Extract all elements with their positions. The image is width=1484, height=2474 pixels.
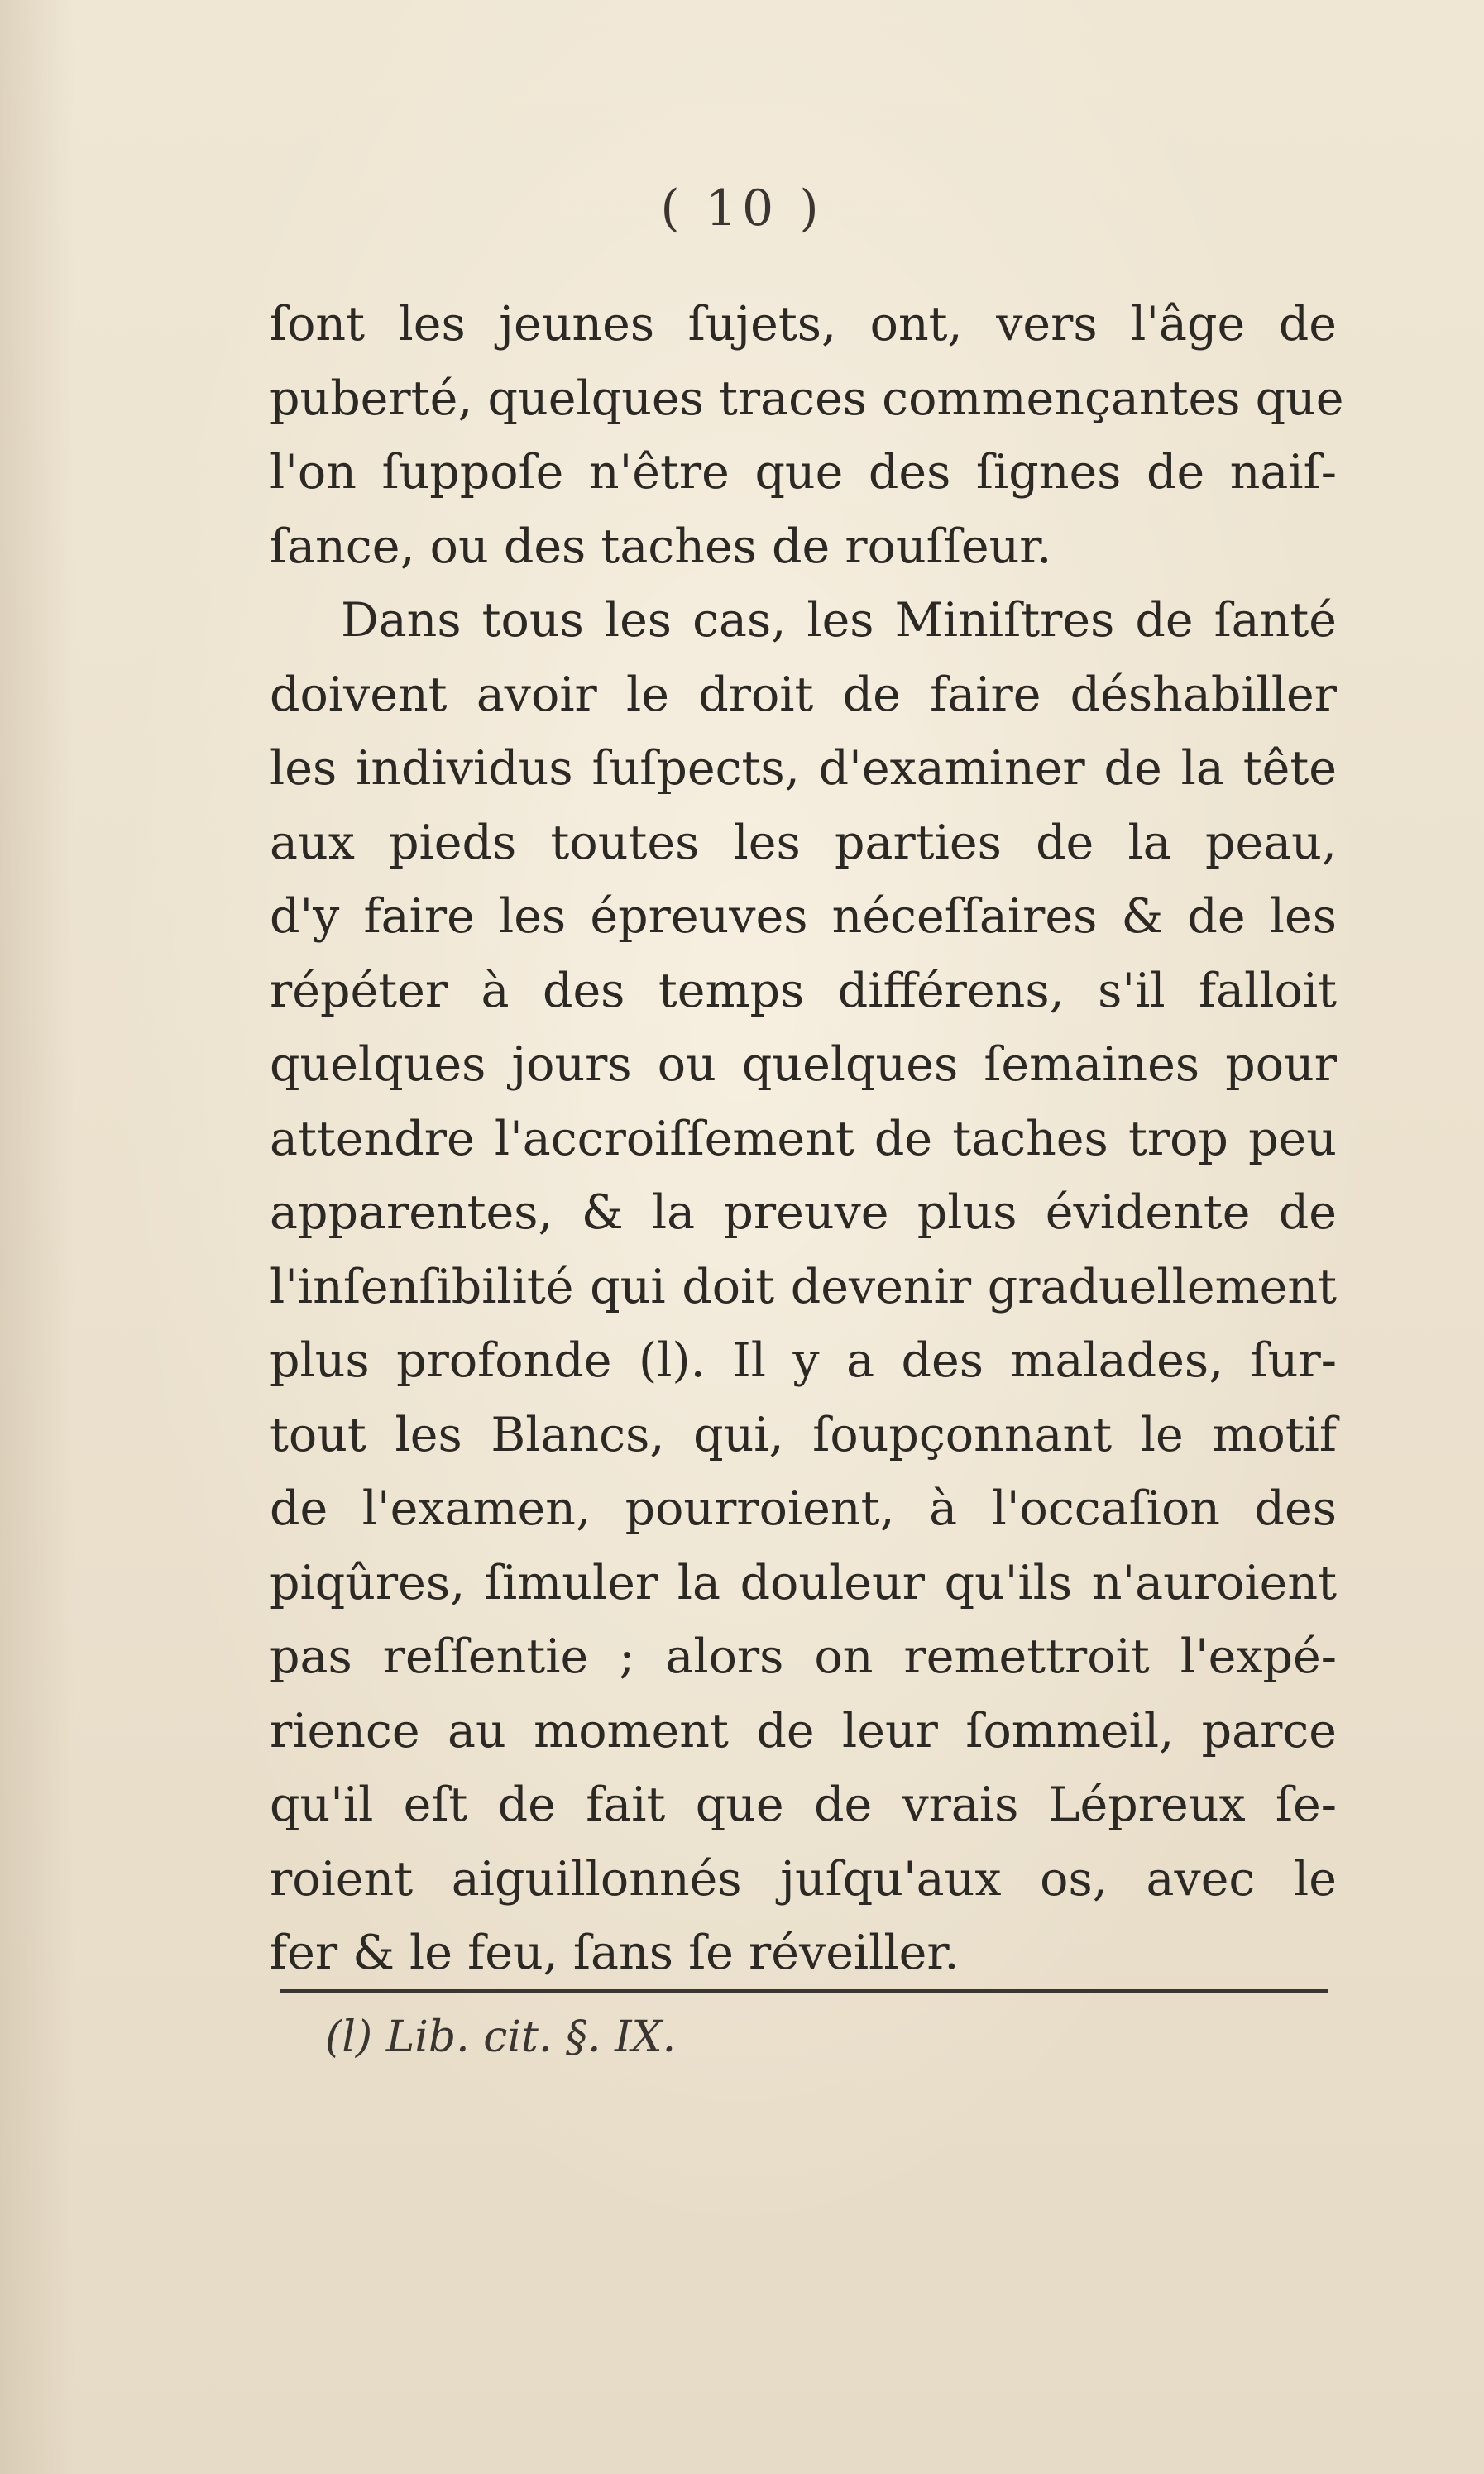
text-line: plus profonde (l). Il y a des malades, ſur- — [270, 1333, 1337, 1388]
text-line: tout les Blancs, qui, ſoupçonnant le motif — [270, 1407, 1337, 1462]
text-line: l'inſenſibilité qui doit devenir graduellement — [270, 1259, 1337, 1314]
text-line: piqûres, ſimuler la douleur qu'ils n'auroient — [270, 1555, 1337, 1610]
page-number: ( 10 ) — [660, 179, 824, 237]
text-line: d'y faire les épreuves néceſſaires & de les — [270, 889, 1337, 944]
text-line: répéter à des temps différens, s'il falloit — [270, 963, 1337, 1018]
body-text — [270, 288, 1344, 1991]
page-edge-shadow — [0, 0, 74, 2474]
text-line: quelques jours ou quelques ſemaines pour — [270, 1037, 1337, 1092]
text-line: les individus ſuſpects, d'examiner de la tête — [270, 741, 1337, 796]
text-line: apparentes, & la preuve plus évidente de — [270, 1185, 1337, 1240]
text-line: doivent avoir le droit de faire déshabiller — [270, 667, 1337, 722]
text-line: ſance, ou des taches de rouſſeur. — [270, 519, 1052, 574]
text-line: rience au moment de leur ſommeil, parce — [270, 1703, 1337, 1759]
footnote-divider — [280, 1989, 1328, 1993]
text-line: roient aiguillonnés juſqu'aux os, avec le — [270, 1851, 1337, 1907]
text-line: attendre l'accroiſſement de taches trop peu — [270, 1111, 1337, 1166]
text-line: de l'examen, pourroient, à l'occaſion des — [270, 1481, 1337, 1536]
text-line: l'on ſuppoſe n'être que des ſignes de naiſ- — [270, 445, 1337, 500]
text-line: fer & le feu, ſans ſe réveiller. — [270, 1926, 960, 1980]
footnote: (l) Lib. cit. §. IX. — [325, 2012, 677, 2062]
text-line: ſont les jeunes ſujets, ont, vers l'âge de — [270, 297, 1337, 352]
text-line: puberté, quelques traces commençantes que — [270, 371, 1344, 426]
paragraph-first-line: Dans tous les cas, les Miniſtres de ſanté — [341, 593, 1337, 648]
text-line: aux pieds toutes les parties de la peau, — [270, 815, 1337, 870]
text-line: pas reſſentie ; alors on remettroit l'expé- — [270, 1629, 1337, 1684]
text-line: qu'il eſt de fait que de vrais Lépreux ſe- — [270, 1778, 1337, 1832]
